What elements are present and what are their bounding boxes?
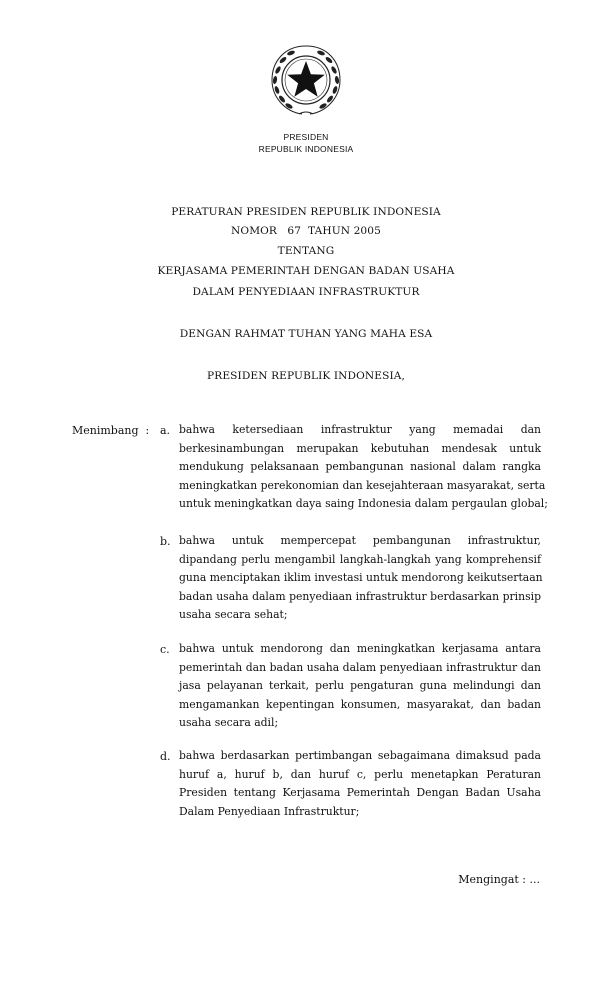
considering-item-a: [179, 421, 548, 514]
item-line: mengamankan kepentingan konsumen, masyarakat, dan badan: [179, 697, 541, 711]
considering-item-c: [179, 640, 541, 733]
item-line: bahwa berdasarkan pertimbangan sebagaimana dimaksud pada: [179, 749, 541, 762]
item-line: usaha secara sehat;: [179, 608, 288, 622]
regulation-subject-line-2: DALAM PENYEDIAAN INFRASTRUKTUR: [192, 286, 420, 298]
item-line: guna menciptakan iklim investasi untuk mendorong keikutsertaan: [179, 571, 543, 585]
item-line: bahwa untuk mempercepat pembangunan infrastruktur,: [179, 534, 541, 547]
item-line: huruf a, huruf b, dan huruf c, perlu menetapkan Peraturan: [179, 767, 541, 781]
item-line: usaha secara adil;: [179, 716, 279, 730]
item-line: bahwa ketersediaan infrastruktur yang memadai dan: [179, 423, 541, 436]
preamble-text: DENGAN RAHMAT TUHAN YANG MAHA ESA: [179, 328, 433, 340]
considering-item-marker: d.: [160, 750, 171, 763]
item-line: meningkatkan perekonomian dan kesejahteraan masyarakat, serta: [179, 478, 546, 492]
regulation-subject-line-1: KERJASAMA PEMERINTAH DENGAN BADAN USAHA: [157, 265, 455, 277]
item-line: dipandang perlu mengambil langkah-langkah yang komprehensif: [179, 552, 541, 566]
continuation-note: Mengingat : ...: [458, 873, 540, 886]
item-line: mendukung pelaksanaan pembangunan nasional dalam rangka: [179, 460, 541, 474]
regulation-about-label: TENTANG: [277, 245, 335, 257]
item-line: jasa pelayanan terkait, perlu pengaturan guna melindungi dan: [179, 679, 541, 693]
considering-item-marker: c.: [160, 643, 170, 656]
regulation-title: PERATURAN PRESIDEN REPUBLIK INDONESIA: [171, 206, 441, 218]
header-republic-label: REPUBLIK INDONESIA: [258, 144, 354, 154]
considering-item-marker: a.: [160, 424, 171, 437]
item-line: bahwa untuk mendorong dan meningkatkan kerjasama antara: [179, 642, 541, 655]
item-line: Dalam Penyediaan Infrastruktur;: [179, 804, 360, 818]
considering-item-d: [179, 747, 541, 821]
regulation-number: NOMOR 67 TAHUN 2005: [231, 225, 381, 237]
item-line: untuk meningkatkan daya saing Indonesia dalam pergaulan global;: [179, 497, 548, 511]
considering-item-marker: b.: [160, 535, 171, 548]
issuer-text: PRESIDEN REPUBLIK INDONESIA,: [207, 370, 405, 382]
considering-item-b: [179, 532, 541, 625]
item-line: pemerintah dan badan usaha dalam penyediaan infrastruktur dan: [179, 660, 541, 674]
garuda-star-emblem-icon: [266, 40, 346, 120]
considering-label: Menimbang :: [72, 424, 150, 437]
item-line: Presiden tentang Kerjasama Pemerintah Dengan Badan Usaha: [179, 786, 541, 800]
item-line: badan usaha dalam penyediaan infrastruktur berdasarkan prinsip: [179, 589, 541, 603]
header-president-label: PRESIDEN: [283, 132, 329, 142]
item-line: berkesinambungan merupakan kebutuhan mendesak untuk: [179, 441, 541, 455]
